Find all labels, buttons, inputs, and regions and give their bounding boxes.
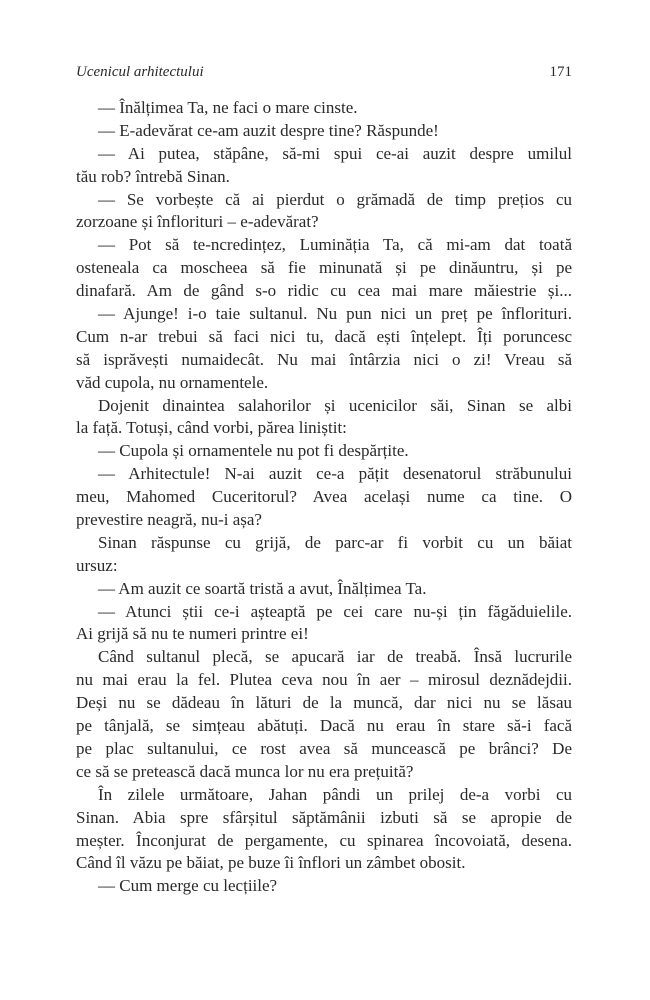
running-header	[76, 62, 572, 82]
text-line: Când îl văzu pe băiat, pe buze îi înflori un zâmbet obosit.	[76, 853, 466, 873]
text-line: meu, Mahomed Cuceritorul? Avea același nume ca tine. O	[76, 487, 572, 507]
text-line: — Ajunge! i-o taie sultanul. Nu pun nici un preț pe înflorituri.	[98, 304, 572, 324]
text-line: ursuz:	[76, 555, 118, 575]
text-line: osteneala ca moscheea să fie minunată și pe dinăuntru, și pe	[76, 258, 572, 278]
text-line: — Cum merge cu lecțiile?	[98, 876, 278, 896]
text-line: meșter. Înconjurat de pergamente, cu spinarea încovoiată, desena.	[76, 830, 572, 850]
text-line: — Ai putea, stăpâne, să-mi spui ce-ai auzit despre umilul	[98, 143, 572, 163]
text-line: — E-adevărat ce-am auzit despre tine? Răspunde!	[98, 120, 439, 140]
body-text	[76, 97, 572, 898]
text-line: zorzoane și înflorituri – e-adevărat?	[76, 212, 319, 232]
text-line: ce să se pretească dacă munca lor nu era prețuită?	[76, 761, 414, 781]
text-line: tău rob? întrebă Sinan.	[76, 166, 230, 186]
text-line: — Pot să te-ncredințez, Luminăția Ta, că mi-am dat toată	[98, 235, 572, 255]
text-line: să isprăvești numaidecât. Nu mai întârzia nici o zi! Vreau să	[76, 349, 572, 369]
text-line: Cum n-ar trebui să faci nici tu, dacă ești înțelept. Îți poruncesc	[76, 326, 572, 346]
text-line: pe plac sultanului, ce rost avea să muncească pe brânci? De	[76, 738, 572, 758]
text-line: — Arhitectule! N-ai auzit ce-a pățit desenatorul străbunului	[98, 464, 572, 484]
text-line: — Am auzit ce soartă tristă a avut, Înălțimea Ta.	[98, 578, 427, 598]
text-line: — Cupola și ornamentele nu pot fi despărțite.	[98, 441, 409, 461]
text-line: dinafară. Am de gând s-o ridic cu cea mai mare măiestrie și...	[76, 281, 572, 301]
text-line: — Atunci știi ce-i așteaptă pe cei care nu-și țin făgăduielile.	[98, 601, 572, 621]
text-line: la față. Totuși, când vorbi, părea liniștit:	[76, 418, 347, 438]
text-line: Deși nu se dădeau în lături de la muncă, dar nici nu se lăsau	[76, 693, 572, 713]
text-line: — Înălțimea Ta, ne faci o mare cinste.	[98, 98, 358, 117]
text-line: În zilele următoare, Jahan pândi un prilej de-a vorbi cu	[98, 784, 572, 804]
text-line: Dojenit dinaintea salahorilor și ucenicilor săi, Sinan se albi	[98, 395, 572, 415]
running-title: Ucenicul arhitectului	[76, 64, 204, 80]
text-line: nu mai erau la fel. Plutea ceva nou în aer – mirosul deznădejdii.	[76, 670, 572, 690]
text-line: văd cupola, nu ornamentele.	[76, 372, 269, 392]
text-line: Sinan. Abia spre sfârșitul săptămânii izbuti să se apropie de	[76, 807, 572, 827]
text-line: Ai grijă să nu te numeri printre ei!	[76, 624, 309, 644]
page-number: 171	[549, 64, 572, 80]
text-line: Când sultanul plecă, se apucară iar de treabă. Însă lucrurile	[98, 647, 572, 667]
text-line: pe tânjală, se simțeau abătuți. Dacă nu erau în stare să-i facă	[76, 716, 572, 736]
text-line: Sinan răspunse cu grijă, de parc-ar fi vorbit cu un băiat	[98, 532, 572, 552]
text-line: — Se vorbește că ai pierdut o grămadă de timp prețios cu	[98, 189, 572, 209]
text-line: prevestire neagră, nu-i așa?	[76, 510, 262, 530]
